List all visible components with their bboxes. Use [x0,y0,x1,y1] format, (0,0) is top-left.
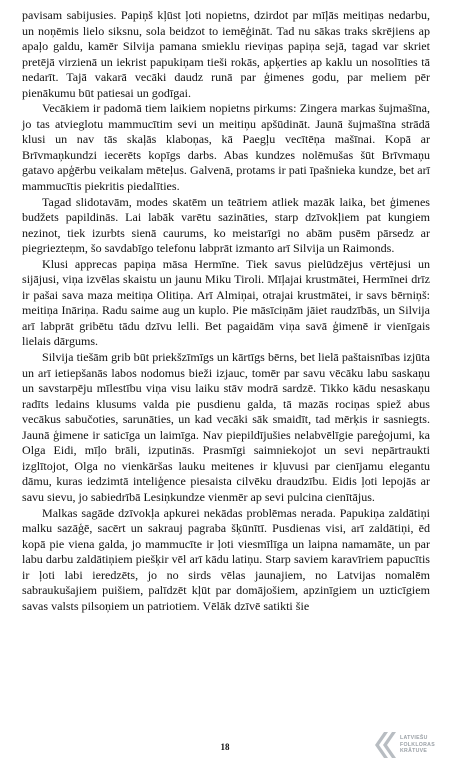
paragraph-3: Tagad slidotavām, modes skatēm un teātriem atliek mazāk laika, bet ģimenes budžets papildinās. Lai labāk varētu sazināties, starp dzīvokļiem pat kungiem nezinot, tiek izurbts sienā caurums, ko meistarīgi no abām pusēm pārsedz ar piegriezteņm, šo savdabīgo telefonu labprāt izmanto arī Silvija un Raimonds. [22,194,430,256]
archive-logo-line3: KRĀTUVE [400,748,428,755]
archive-logo [372,720,446,770]
page-body [22,8,430,614]
page-number: 18 [220,742,230,752]
paragraph-4: Klusi apprecas papiņa māsa Hermīne. Tiek savus pielūdzējus vērtējusi un sijājusi, viņa izvēlas skaistu un jaunu Miku Tiroli. Mīļajai krustmātei, Hermīnei drīz ir pašai sava maza meitiņa Olitiņa. Arī Almiņai, otrajai krustmātei, ir savs bērniņš: meitiņa Ināriņa. Radu saime aug un kuplo. Pie māsīciņām jāiet raudzībās, un Silvija arī labprāt gribētu tādu dzīvu lelli. Bet pagaidām viņa savā ģimenē ir vienīgais lielais dārgums. [22,256,430,349]
paragraph-5: Silvija tiešām grib būt priekšzīmīgs un kārtīgs bērns, bet lielā paštaisnības izjūta un arī ietiepšanās labos nodomus bieži izjauc, tomēr par savu vēcāku labu saskaņu un savstarpēju mīlestību viņa visu laiku stāv modrā sardzē. Tikko kādu nesaskaņu radīts ledains klusums valda pie pusdienu galda, tā mazās rociņas spiež abus vecākus sabučoties, sarunāties, un kad vecāki sāk smaidīt, tad mērķis ir sasniegts. Jaunā ģimene ir saticīga un laimīga. Nav piepildījušies nelabvēlīgie pareģojumi, ka Olga Eidi, mīļo brāli, izputinās. Prasmīgi saimniekojot un sevi nepārtraukti izglītojot, Olga no vienkāršas lauku meitenes ir kļuvusi par cienījamu elegantu dāmu, kuras iedzimtā inteliģence piesaista cilvēku draudzību. Eidis ļoti lepojās ar savu sievu, jo sabiedrībā Lesiņkundze vienmēr ap sevi pulcina cienītājus. [22,350,430,504]
paragraph-2: Vecākiem ir padomā tiem laikiem nopietns pirkums: Zingera markas šujmašīna, jo tas atvieglotu mammucītim sevi un meitiņu apšūdināt. Jaunā šujmašīna strādā klusi un nav tās skaļās klaboņas, kā Paegļu vecītēņa mašīnai. Kopā ar Brīvmaņkundzi iecerēts kopīgs darbs. Abas kundzes nolēmušas šūt Brīvmaņu gatavo apģērbu veikalam mēteļus. Galvenā, protams ir pati īpašnieka kundze, bet arī mammucītis piekritis piedalīties. [22,101,430,194]
archive-logo-line1: LATVIEŠU [400,735,428,742]
archive-logo-line2: FOLKLORAS [400,741,435,748]
paragraph-6: Malkas sagāde dzīvokļa apkurei nekādas problēmas nerada. Papukiņa zaldātiņi malku sazāģē, sacērt un sakrauj pagraba šķūnītī. Pusdienas visi, arī zaldātiņi, ēd kopā pie viena galda, jo mammucīte ir ļoti viesmīlīga un laipna namamāte, un par labu darbu zaldātiņiem piešķir vēl arī kādu latiņu. Starp saviem karavīriem papucītis ir ļoti labi ieredzēts, jo no sirds vēlas jaunajiem, no Latvijas nomalēm sabraukušajiem puišiem, palīdzēt kļūt par domājošiem, apzinīgiem un uzticīgiem savas valsts pilsoņiem un patriotiem. Vēlāk dzīvē satikti šie [22,505,430,613]
paragraph-1: pavisam sabijusies. Papiņš kļūst ļoti nopietns, dzirdot par mīļās meitiņas nedarbu, un noņēmis lielo siksnu, sola beidzot to iemēģināt. Tad nu sākas traks skrējiens ap apaļo galdu, kamēr Silvija pamana smieklu rieviņas papiņa sejā, tagad var skriet pretējā virzienā un iekrist papukiņam tieši rokās, apķerties ap kaklu un nosolīties tā nedarīt. Tajā vakarā vecāki daudz runā par ģimenes godu, par meliem pēr pienākumu būt patiesai un godīgai. [22,8,430,100]
archive-logo-icon [372,728,398,762]
